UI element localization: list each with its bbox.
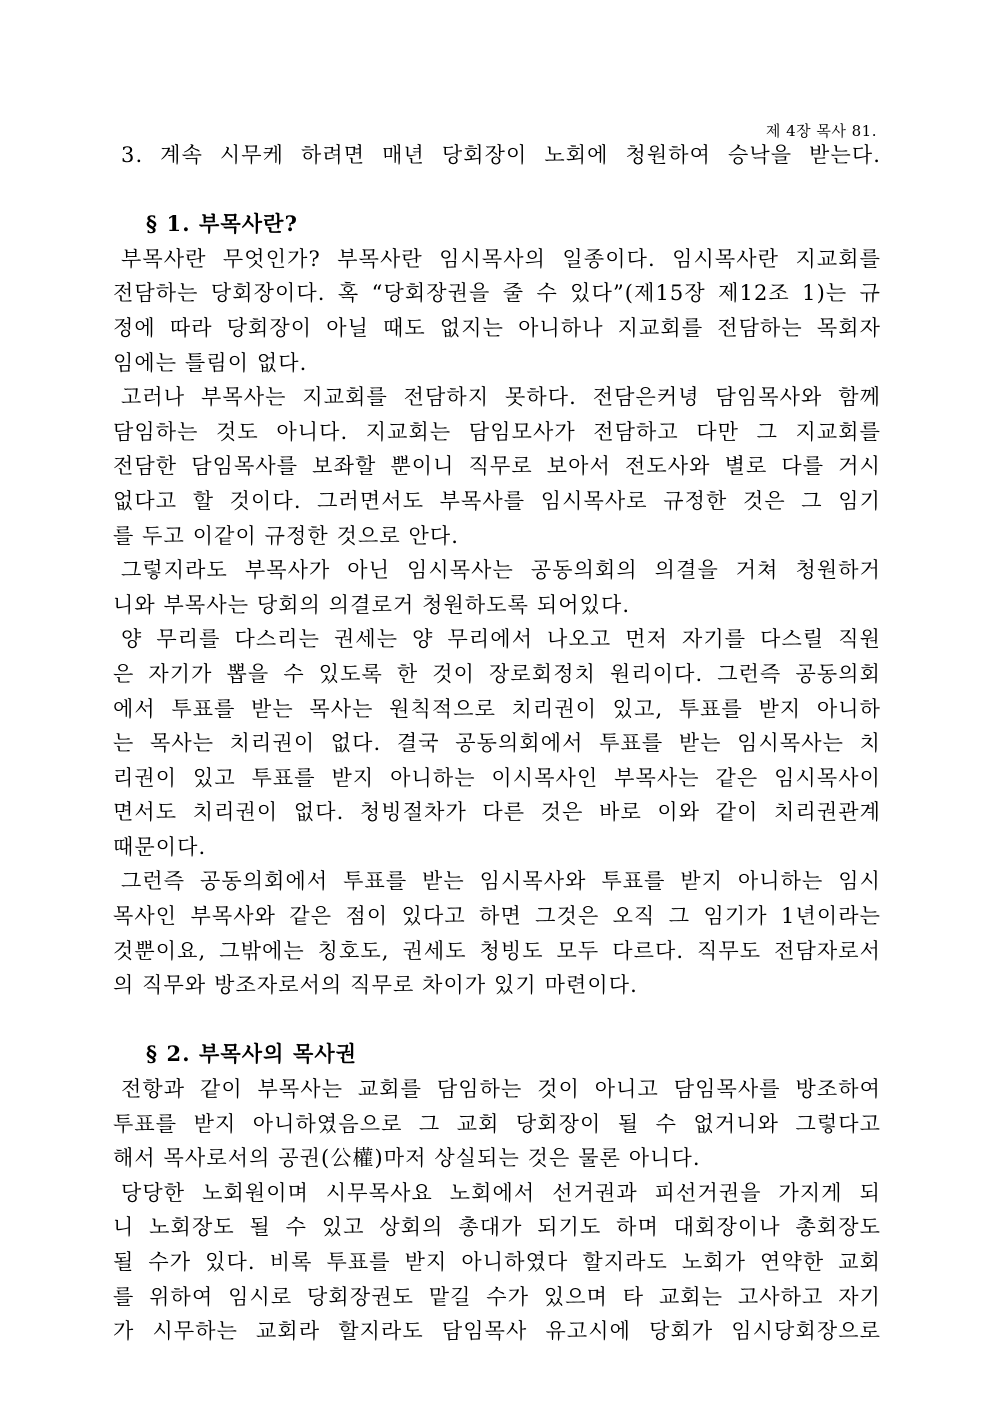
paragraph — [113, 622, 881, 864]
text-line: 정에 따라 당회장이 아닐 때도 없지는 아니하나 지교회를 전담하는 목회자 — [113, 315, 881, 340]
text-line: 목사인 부목사와 같은 점이 있다고 하면 그것은 오직 그 임기가 1년이라는 — [113, 904, 881, 929]
section-heading-2: § 2. 부목사의 목사권 — [146, 1041, 358, 1067]
text-line: 없다고 할 것이다. 그러면서도 부목사를 임시목사로 규정한 것은 그 임기 — [113, 488, 881, 513]
text-line: 될 수가 있다. 비록 투표를 받지 아니하였다 할지라도 노회가 연약한 교회 — [113, 1250, 881, 1274]
text-line: 니 노회장도 될 수 있고 상회의 총대가 되기도 하며 대회장이나 총회장도 — [113, 1215, 881, 1240]
paragraph — [113, 380, 881, 553]
text-line: 전담한 담임목사를 보좌할 뿐이니 직무로 보아서 전도사와 별로 다를 거시 — [113, 454, 881, 479]
paragraph — [113, 553, 881, 622]
text-line: 해서 목사로서의 공권(公權)마저 상실되는 것은 물론 아니다. — [113, 1146, 701, 1171]
text-line: 를 두고 이같이 규정한 것으로 안다. — [113, 523, 460, 548]
text-line: 는 목사는 치리권이 없다. 결국 공동의회에서 투표를 받는 임시목사는 치 — [113, 731, 881, 756]
text-line: 부목사란 무엇인가? 부목사란 임시목사의 일종이다. 임시목사란 지교회를 — [121, 246, 881, 271]
text-line: 투표를 받지 아니하였음으로 그 교회 당회장이 될 수 없거니와 그렇다고 — [113, 1111, 881, 1136]
text-line: 3. 계속 시무케 하려면 매년 당회장이 노회에 청원하여 승낙을 받는다. — [121, 143, 881, 167]
text-line: 가 시무하는 교회라 할지라도 담임목사 유고시에 당회가 임시당회장으로 — [113, 1319, 881, 1344]
paragraph — [113, 864, 881, 1002]
text-line: 담임하는 것도 아니다. 지교회는 담임모사가 전담하고 다만 그 지교회를 — [113, 419, 881, 444]
text-line: 전항과 같이 부목사는 교회를 담임하는 것이 아니고 담임목사를 방조하여 — [121, 1077, 881, 1102]
text-line: 그런즉 공동의회에서 투표를 받는 임시목사와 투표를 받지 아니하는 임시 — [121, 869, 881, 894]
section-gap — [113, 173, 881, 208]
text-line: 것뿐이요, 그밖에는 칭호도, 권세도 청빙도 모두 다르다. 직무도 전담자로서 — [113, 938, 881, 963]
text-line: 면서도 치리권이 없다. 청빙절차가 다른 것은 바로 이와 같이 치리권관계 — [113, 800, 881, 825]
text-line: 임에는 틀림이 없다. — [113, 350, 308, 375]
text-line: 리권이 있고 투표를 받지 아니하는 이시목사인 부목사는 같은 임시목사이 — [113, 765, 881, 790]
paragraph — [113, 242, 881, 380]
section-gap — [113, 1003, 881, 1038]
text-line: 양 무리를 다스리는 권세는 양 무리에서 나오고 먼저 자기를 다스릴 직원 — [121, 627, 881, 652]
text-line: 때문이다. — [113, 834, 207, 859]
section-heading-1: § 1. 부목사란? — [146, 211, 298, 237]
intro-paragraph — [113, 138, 881, 173]
text-line: 그렇지라도 부목사가 아닌 임시목사는 공동의회의 의결을 거쳐 청원하거 — [121, 558, 881, 583]
text-line: 니와 부목사는 당회의 의결로거 청원하도록 되어있다. — [113, 592, 631, 617]
text-line: 전담하는 당회장이다. 혹 “당회장권을 줄 수 있다”(제15장 제12조 1)는 규 — [113, 281, 881, 306]
paragraph — [113, 1072, 881, 1176]
text-line: 를 위하여 임시로 당회장권도 맡길 수가 있으며 타 교회는 고사하고 자기 — [113, 1284, 881, 1309]
body-text — [113, 138, 881, 1349]
text-line: 고러나 부목사는 지교회를 전담하지 못하다. 전담은커녕 담임목사와 함께 — [121, 385, 881, 410]
text-line: 은 자기가 뽑을 수 있도록 한 것이 장로회정치 원리이다. 그런즉 공동의회 — [113, 661, 881, 686]
paragraph — [113, 1176, 881, 1349]
text-line: 당당한 노회원이며 시무목사요 노회에서 선거권과 피선거권을 가지게 되 — [121, 1180, 881, 1205]
text-line: 에서 투표를 받는 목사는 원칙적으로 치리권이 있고, 투표를 받지 아니하 — [113, 696, 881, 721]
running-header: 제 4장 목사 81. — [765, 122, 877, 140]
text-line: 의 직무와 방조자로서의 직무로 차이가 있기 마련이다. — [113, 973, 638, 998]
